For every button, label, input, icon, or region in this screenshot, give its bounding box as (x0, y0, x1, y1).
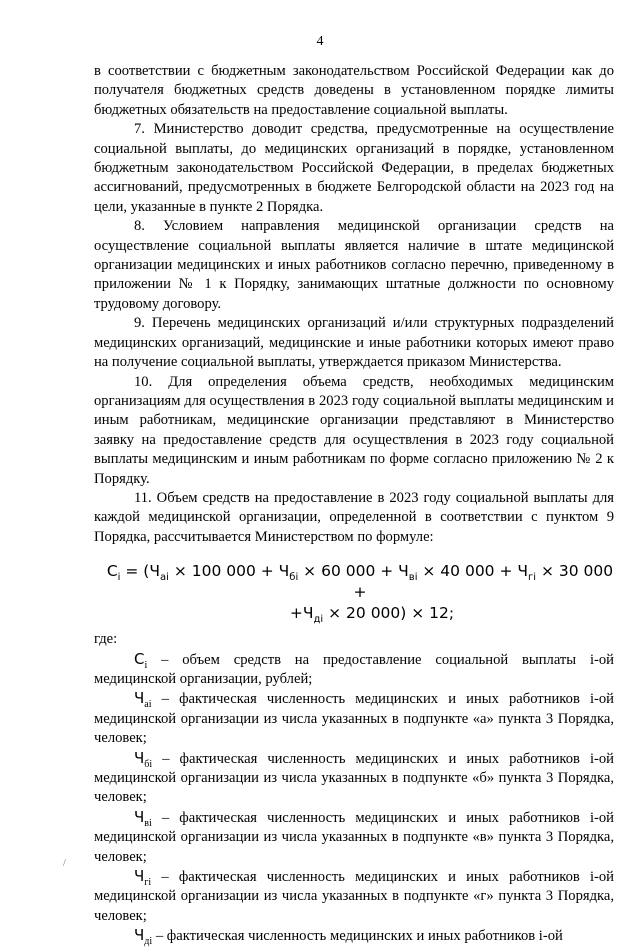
definition-b: $Ч_{бi}$ – фактическая численность медицинских и иных работников i-ой медицинской организации из числа указанных в подпункте «б» пункта 3 Порядка, человек; (94, 748, 614, 806)
paragraph-7: 7. Министерство доводит средства, предусмотренные на осуществление социальной выплаты, до медицинских организаций в порядке, установленном бюджетным законодательством Российской Федерации, в пределах бюджетных ассигнований, предусмотренных в бюджете Белгородской области на 2023 год на цели, указанные в пункте 2 Порядка. (94, 121, 614, 215)
paragraph-9: 9. Перечень медицинских организаций и/или структурных подразделений медицинских организаций, медицинские и иные работники которых имеют право на получение социальной выплаты, утверждается приказом Министерства. (94, 315, 614, 371)
definition-c: $С_i$ – объем средств на предоставление социальной выплаты i-ой медицинской организации, рублей; (94, 649, 614, 687)
paragraph-8: 8. Условием направления медицинской организации средств на осуществление социальной выплаты является наличие в штате медицинской организации медицинских и иных работников согласно перечню, приведенному в приложении № 1 к Порядку, занимающих штатные должности по основному трудовому договору. (94, 218, 614, 312)
document-body (94, 62, 614, 947)
definition-d: $Ч_{дi}$ – фактическая численность медицинских и иных работников i-ой (134, 926, 563, 947)
formula-line-2: $+Ч_{дi} \times 20$ 000) × 12; (289, 604, 455, 626)
paragraph-continuation: в соответствии с бюджетным законодательством Российской Федерации как до получателя бюджетных средств доведены в установленном порядке лимиты бюджетных обязательств на предоставление социальной выплаты. (94, 63, 614, 118)
definition-v: $Ч_{вi}$ – фактическая численность медицинских и иных работников i-ой медицинской организации из числа указанных в подпункте «в» пункта 3 Порядка, человек; (94, 807, 614, 865)
formula-line-1: $С_i = (Ч_{аi} \times 100$ $000 + Ч_{бi} \times 60$ $000 + Ч_{вi} \times 40$ $000 + Ч_{гi} \times 30$ 000 + (106, 562, 614, 602)
paragraph-11: 11. Объем средств на предоставление в 2023 году социальной выплаты для каждой медицинской организации, определенной в соответствии с пунктом 9 Порядка, рассчитывается Министерством по формуле: (94, 489, 614, 545)
definition-g: $Ч_{гi}$ – фактическая численность медицинских и иных работников i-ой медицинской организации из числа указанных в подпункте «г» пункта 3 Порядка, человек; (94, 867, 614, 924)
where-label: где: (94, 631, 118, 648)
definition-a: $Ч_{аi}$ – фактическая численность медицинских и иных работников i-ой медицинской организации из числа указанных в подпункте «а» пункта 3 Порядка, человек; (94, 689, 614, 747)
scan-mark: / (63, 858, 66, 869)
page-number: 4 (316, 34, 324, 49)
formula (94, 561, 614, 624)
paragraph-10: 10. Для определения объема средств, необходимых медицинским организациям для осуществления в 2023 году социальной выплаты медицинским и иным работникам, медицинские организации представляют в Министерство заявку на предоставление средств для осуществления в 2023 году социальной выплаты медицинским и иным работникам по форме согласно приложению № 2 к Порядку. (94, 373, 614, 487)
